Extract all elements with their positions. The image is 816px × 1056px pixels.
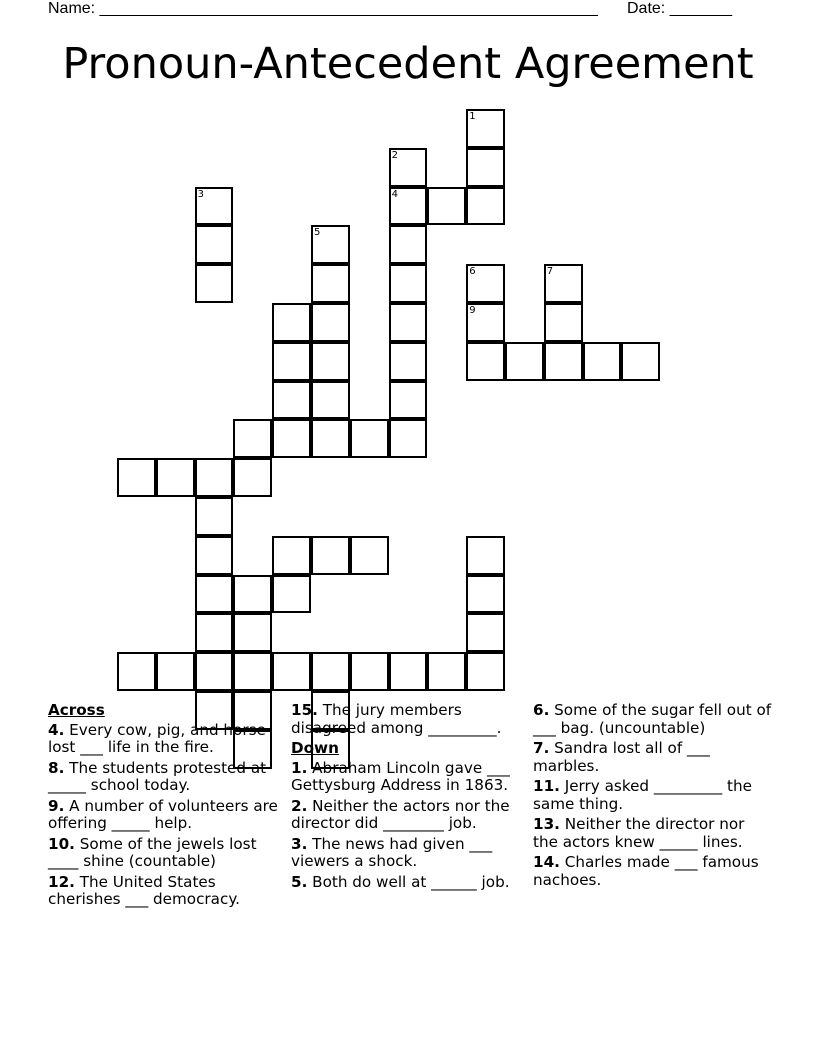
across-heading: Across bbox=[48, 701, 105, 719]
grid-cell[interactable] bbox=[466, 303, 505, 342]
down-heading: Down bbox=[291, 739, 339, 757]
grid-cell[interactable] bbox=[389, 652, 428, 691]
clue-item-number: 8. bbox=[48, 758, 65, 777]
grid-cell[interactable] bbox=[389, 264, 428, 303]
clue-item-number: 1. bbox=[291, 758, 308, 777]
name-field-label: Name: ________________________________________________________ bbox=[48, 0, 598, 17]
clue-number: 1 bbox=[469, 111, 476, 122]
grid-cell[interactable] bbox=[466, 148, 505, 187]
clue-number: 4 bbox=[391, 188, 398, 200]
clue-number: 6 bbox=[469, 266, 476, 278]
grid-cell[interactable] bbox=[156, 652, 195, 691]
grid-cell[interactable] bbox=[195, 458, 234, 497]
clue-number: 2 bbox=[391, 149, 398, 161]
down-clue-list-continued bbox=[533, 702, 773, 889]
grid-cell[interactable] bbox=[272, 381, 311, 420]
clue-item-text: The students protested at _____ school today. bbox=[48, 758, 267, 794]
clue-item-text: Charles made ___ famous nachoes. bbox=[533, 853, 759, 889]
grid-cell[interactable] bbox=[466, 109, 505, 148]
clue-item bbox=[533, 702, 773, 737]
grid-cell[interactable] bbox=[544, 264, 583, 303]
grid-cell[interactable] bbox=[389, 303, 428, 342]
across-clue-list-continued bbox=[291, 702, 527, 737]
clues-column-3 bbox=[533, 702, 773, 892]
clue-item-number: 6. bbox=[533, 701, 550, 719]
grid-cell[interactable] bbox=[311, 225, 350, 264]
grid-cell[interactable] bbox=[350, 419, 389, 458]
grid-cell[interactable] bbox=[195, 187, 234, 226]
grid-cell[interactable] bbox=[544, 342, 583, 381]
clue-item-number: 13. bbox=[533, 815, 560, 833]
clue-item bbox=[291, 836, 527, 871]
clue-item bbox=[291, 874, 527, 892]
grid-cell[interactable] bbox=[466, 575, 505, 614]
grid-cell[interactable] bbox=[272, 652, 311, 691]
clue-item bbox=[48, 836, 280, 871]
clue-number: 3 bbox=[197, 188, 204, 200]
grid-cell[interactable] bbox=[311, 303, 350, 342]
grid-cell[interactable] bbox=[195, 536, 234, 575]
grid-cell[interactable] bbox=[389, 187, 428, 226]
grid-cell[interactable] bbox=[272, 536, 311, 575]
grid-cell[interactable] bbox=[195, 613, 234, 652]
grid-cell[interactable] bbox=[195, 225, 234, 264]
clue-item-number: 3. bbox=[291, 834, 308, 853]
grid-cell[interactable] bbox=[311, 264, 350, 303]
grid-cell[interactable] bbox=[233, 419, 272, 458]
grid-cell[interactable] bbox=[389, 381, 428, 420]
page-title: Pronoun-Antecedent Agreement bbox=[62, 39, 754, 89]
grid-cell[interactable] bbox=[233, 458, 272, 497]
grid-cell[interactable] bbox=[389, 225, 428, 264]
clue-item-text: The United States cherishes ___ democracy. bbox=[48, 872, 240, 908]
clue-item-number: 10. bbox=[48, 834, 75, 853]
grid-cell[interactable] bbox=[233, 613, 272, 652]
clue-item-number: 9. bbox=[48, 796, 65, 815]
clue-item-number: 2. bbox=[291, 796, 308, 815]
grid-cell[interactable] bbox=[389, 148, 428, 187]
grid-cell[interactable] bbox=[233, 652, 272, 691]
clue-item bbox=[533, 854, 773, 889]
clue-item bbox=[291, 798, 527, 833]
clue-item bbox=[533, 816, 773, 851]
grid-cell[interactable] bbox=[195, 575, 234, 614]
clue-item bbox=[48, 798, 280, 833]
grid-cell[interactable] bbox=[466, 342, 505, 381]
clue-item-text: Both do well at ______ job. bbox=[307, 872, 510, 891]
grid-cell[interactable] bbox=[272, 303, 311, 342]
grid-cell[interactable] bbox=[350, 536, 389, 575]
grid-cell[interactable] bbox=[311, 342, 350, 381]
grid-cell[interactable] bbox=[311, 652, 350, 691]
clue-item-number: 11. bbox=[533, 777, 560, 795]
clue-item-text: Neither the director nor the actors knew _____ lines. bbox=[533, 815, 745, 851]
clue-number: 7 bbox=[546, 266, 554, 278]
grid-cell[interactable] bbox=[272, 575, 311, 614]
clue-item-text: Every cow, pig, and horse lost ___ life in the fire. bbox=[48, 720, 266, 756]
clue-item-text: Jerry asked _________ the same thing. bbox=[533, 777, 752, 813]
clue-item-text: Sandra lost all of ___ marbles. bbox=[533, 739, 710, 775]
grid-cell[interactable] bbox=[117, 458, 156, 497]
down-clue-list bbox=[291, 760, 527, 892]
grid-cell[interactable] bbox=[466, 652, 505, 691]
clue-item-number: 7. bbox=[533, 739, 550, 757]
clue-item-number: 4. bbox=[48, 720, 65, 739]
grid-cell[interactable] bbox=[272, 419, 311, 458]
grid-cell[interactable] bbox=[427, 187, 466, 226]
grid-cell[interactable] bbox=[311, 381, 350, 420]
grid-cell[interactable] bbox=[195, 497, 234, 536]
clue-item-text: Some of the sugar fell out of ___ bag. (uncountable) bbox=[533, 701, 772, 737]
grid-cell[interactable] bbox=[427, 652, 466, 691]
date-field-label: Date: _______ bbox=[627, 0, 732, 17]
grid-cell[interactable] bbox=[233, 575, 272, 614]
clue-item-number: 12. bbox=[48, 872, 75, 891]
clue-item-text: A number of volunteers are offering _____ help. bbox=[48, 796, 278, 832]
grid-cell[interactable] bbox=[272, 342, 311, 381]
grid-cell[interactable] bbox=[156, 458, 195, 497]
grid-cell[interactable] bbox=[311, 419, 350, 458]
clue-item-number: 5. bbox=[291, 872, 308, 891]
grid-cell[interactable] bbox=[505, 342, 544, 381]
clue-item bbox=[48, 760, 280, 795]
grid-cell[interactable] bbox=[621, 342, 660, 381]
grid-cell[interactable] bbox=[466, 264, 505, 303]
grid-cell[interactable] bbox=[311, 536, 350, 575]
clue-item bbox=[291, 702, 527, 737]
across-clue-list bbox=[48, 722, 280, 909]
grid-cell[interactable] bbox=[350, 652, 389, 691]
clue-item-text: Some of the jewels lost ____ shine (countable) bbox=[48, 834, 257, 870]
clue-item bbox=[533, 778, 773, 813]
clues-column-2 bbox=[291, 702, 527, 894]
clues-column-1 bbox=[48, 702, 280, 912]
clue-item-text: The jury members disagreed among _________. bbox=[291, 701, 502, 737]
grid-cell[interactable] bbox=[466, 187, 505, 226]
grid-cell[interactable] bbox=[389, 419, 428, 458]
clue-number: 9 bbox=[469, 305, 476, 316]
grid-cell[interactable] bbox=[195, 264, 234, 303]
clue-item bbox=[48, 722, 280, 757]
clue-item-number: 15. bbox=[291, 701, 318, 719]
clue-item bbox=[533, 740, 773, 775]
grid-cell[interactable] bbox=[544, 303, 583, 342]
clue-item-number: 14. bbox=[533, 853, 560, 871]
grid-cell[interactable] bbox=[117, 652, 156, 691]
clue-item bbox=[48, 874, 280, 909]
clue-item-text: Neither the actors nor the director did ________ job. bbox=[291, 796, 510, 832]
grid-cell[interactable] bbox=[466, 613, 505, 652]
clue-item-text: Abraham Lincoln gave ___ Gettysburg Address in 1863. bbox=[291, 758, 510, 794]
grid-cell[interactable] bbox=[583, 342, 622, 381]
clue-item bbox=[291, 760, 527, 795]
grid-cell[interactable] bbox=[389, 342, 428, 381]
grid-cell[interactable] bbox=[195, 652, 234, 691]
grid-cell[interactable] bbox=[466, 536, 505, 575]
clue-item-text: The news had given ___ viewers a shock. bbox=[291, 834, 493, 870]
clue-number: 5 bbox=[314, 227, 321, 239]
